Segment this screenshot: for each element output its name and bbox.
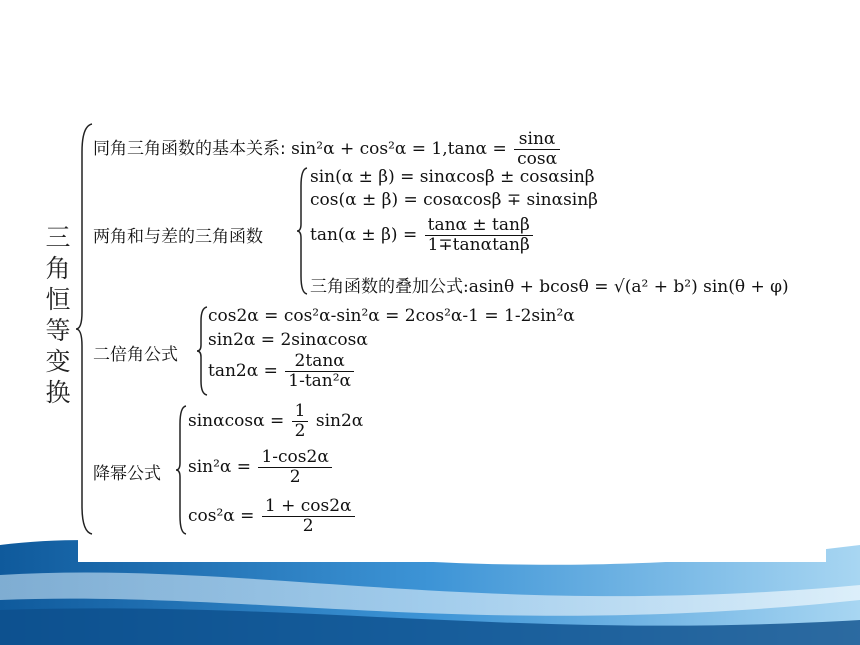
title-char: 换 xyxy=(45,378,71,407)
fraction-numerator: 2tanα xyxy=(285,352,354,372)
tan-double-line xyxy=(208,352,356,391)
cos-double-formula: cos2α = cos²α-sin²α = 2cos²α-1 = 1-2sin²α xyxy=(208,306,575,326)
power-reduction-brace xyxy=(176,404,188,536)
sin-square-line xyxy=(188,448,334,487)
main-brace xyxy=(78,122,94,536)
cos-sum-formula: cos(α ± β) = cosαcosβ ∓ sinαsinβ xyxy=(310,190,599,210)
tan-sum-lhs: tan(α ± β) = xyxy=(310,225,418,245)
sum-diff-label: 两角和与差的三角函数 xyxy=(93,227,263,247)
fraction-denominator: 1-tan²α xyxy=(288,371,352,391)
fraction-numerator: 1-cos2α xyxy=(258,448,331,468)
vertical-title xyxy=(40,222,76,408)
fraction-numerator: sinα xyxy=(514,130,560,150)
fraction-denominator: 2 xyxy=(289,467,301,487)
product-to-sum-line xyxy=(188,402,363,441)
tan-double-lhs: tan2α = xyxy=(208,361,278,381)
basic-relation-line xyxy=(93,130,562,169)
product-lhs: sinαcosα = xyxy=(188,411,285,431)
tan-sum-fraction xyxy=(425,216,533,255)
title-char: 三 xyxy=(45,223,71,252)
power-reduction-label: 降幂公式 xyxy=(93,464,161,484)
cos-square-lhs: cos²α = xyxy=(188,506,255,526)
cos-square-line xyxy=(188,497,357,536)
fraction-numerator: 1 + cos2α xyxy=(262,497,355,517)
cos-square-fraction xyxy=(262,497,355,536)
title-char: 变 xyxy=(45,347,71,376)
tan-fraction xyxy=(514,130,560,169)
auxiliary-angle-formula: 三角函数的叠加公式:asinθ + bcosθ = √(a² + b²) sin(θ + φ) xyxy=(310,277,789,297)
tan-double-fraction xyxy=(285,352,354,391)
sum-diff-brace xyxy=(297,166,309,296)
fraction-numerator: tanα ± tanβ xyxy=(425,216,533,236)
basic-relation-formula: sin²α + cos²α = 1,tanα = xyxy=(291,139,507,159)
title-char: 等 xyxy=(45,316,71,345)
sin-square-lhs: sin²α = xyxy=(188,457,252,477)
sin-sum-formula: sin(α ± β) = sinαcosβ ± cosαsinβ xyxy=(310,167,595,187)
title-char: 恒 xyxy=(45,285,71,314)
tan-sum-line xyxy=(310,216,535,255)
fraction-denominator: cosα xyxy=(517,149,558,169)
fraction-denominator: 2 xyxy=(302,516,314,536)
sin-double-formula: sin2α = 2sinαcosα xyxy=(208,330,368,350)
fraction-denominator: 2 xyxy=(294,421,306,441)
fraction-denominator: 1∓tanαtanβ xyxy=(427,235,530,255)
half-fraction xyxy=(292,402,309,441)
fraction-numerator: 1 xyxy=(292,402,309,422)
basic-relation-label: 同角三角函数的基本关系: xyxy=(93,139,286,159)
product-rhs: sin2α xyxy=(315,411,364,431)
title-char: 角 xyxy=(45,254,71,283)
double-angle-label: 二倍角公式 xyxy=(93,345,178,365)
sin-square-fraction xyxy=(258,448,331,487)
